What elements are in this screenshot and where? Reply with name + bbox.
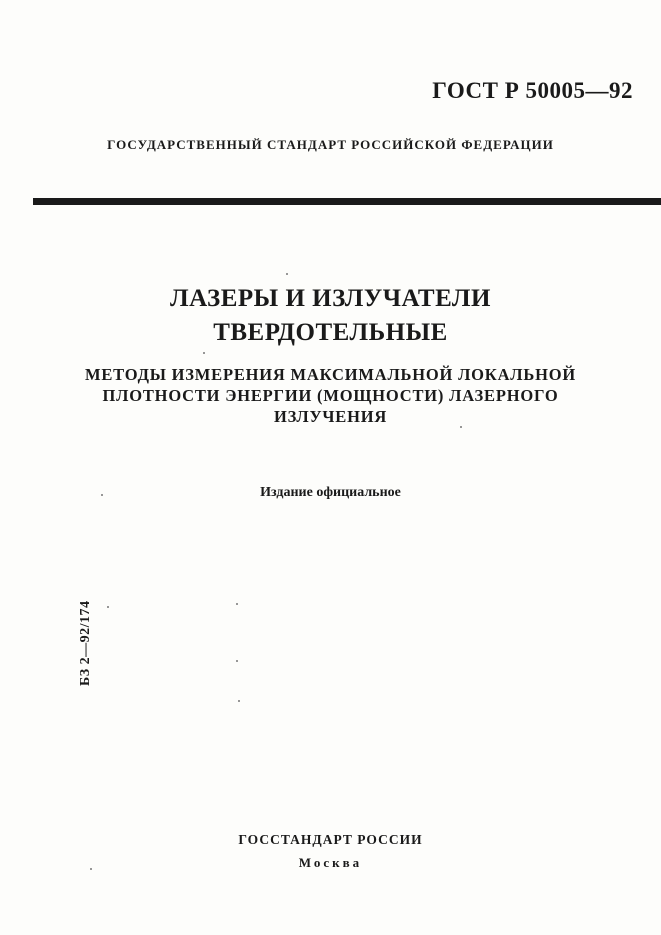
scan-speck [236,660,238,662]
scan-speck [107,606,109,608]
horizontal-rule [33,198,661,205]
publisher: ГОССТАНДАРТ РОССИИ [238,832,423,847]
document-subtitle [0,364,661,427]
publisher-city: Москва [298,855,363,870]
title-line-1: ЛАЗЕРЫ И ИЗЛУЧАТЕЛИ [169,285,491,312]
edition-note: Издание официальное [260,485,401,500]
scan-speck [101,494,103,496]
scan-speck [286,273,288,275]
state-standard-heading: ГОСУДАРСТВЕННЫЙ СТАНДАРТ РОССИЙСКОЙ ФЕДЕРАЦИИ [107,137,554,152]
subtitle-line-3: ИЗЛУЧЕНИЯ [273,407,388,426]
side-registration-code: БЗ 2—92/174 [78,600,93,686]
gost-code: ГОСТ Р 50005—92 [432,78,633,103]
scan-speck [203,352,205,354]
subtitle-line-2: ПЛОТНОСТИ ЭНЕРГИИ (МОЩНОСТИ) ЛАЗЕРНОГО [102,386,559,405]
scan-speck [238,700,240,702]
scan-speck [90,868,92,870]
title-line-2: ТВЕРДОТЕЛЬНЫЕ [213,319,448,346]
scan-speck [460,426,462,428]
subtitle-line-1: МЕТОДЫ ИЗМЕРЕНИЯ МАКСИМАЛЬНОЙ ЛОКАЛЬНОЙ [84,365,576,384]
scan-speck [236,603,238,605]
document-title [0,282,661,350]
